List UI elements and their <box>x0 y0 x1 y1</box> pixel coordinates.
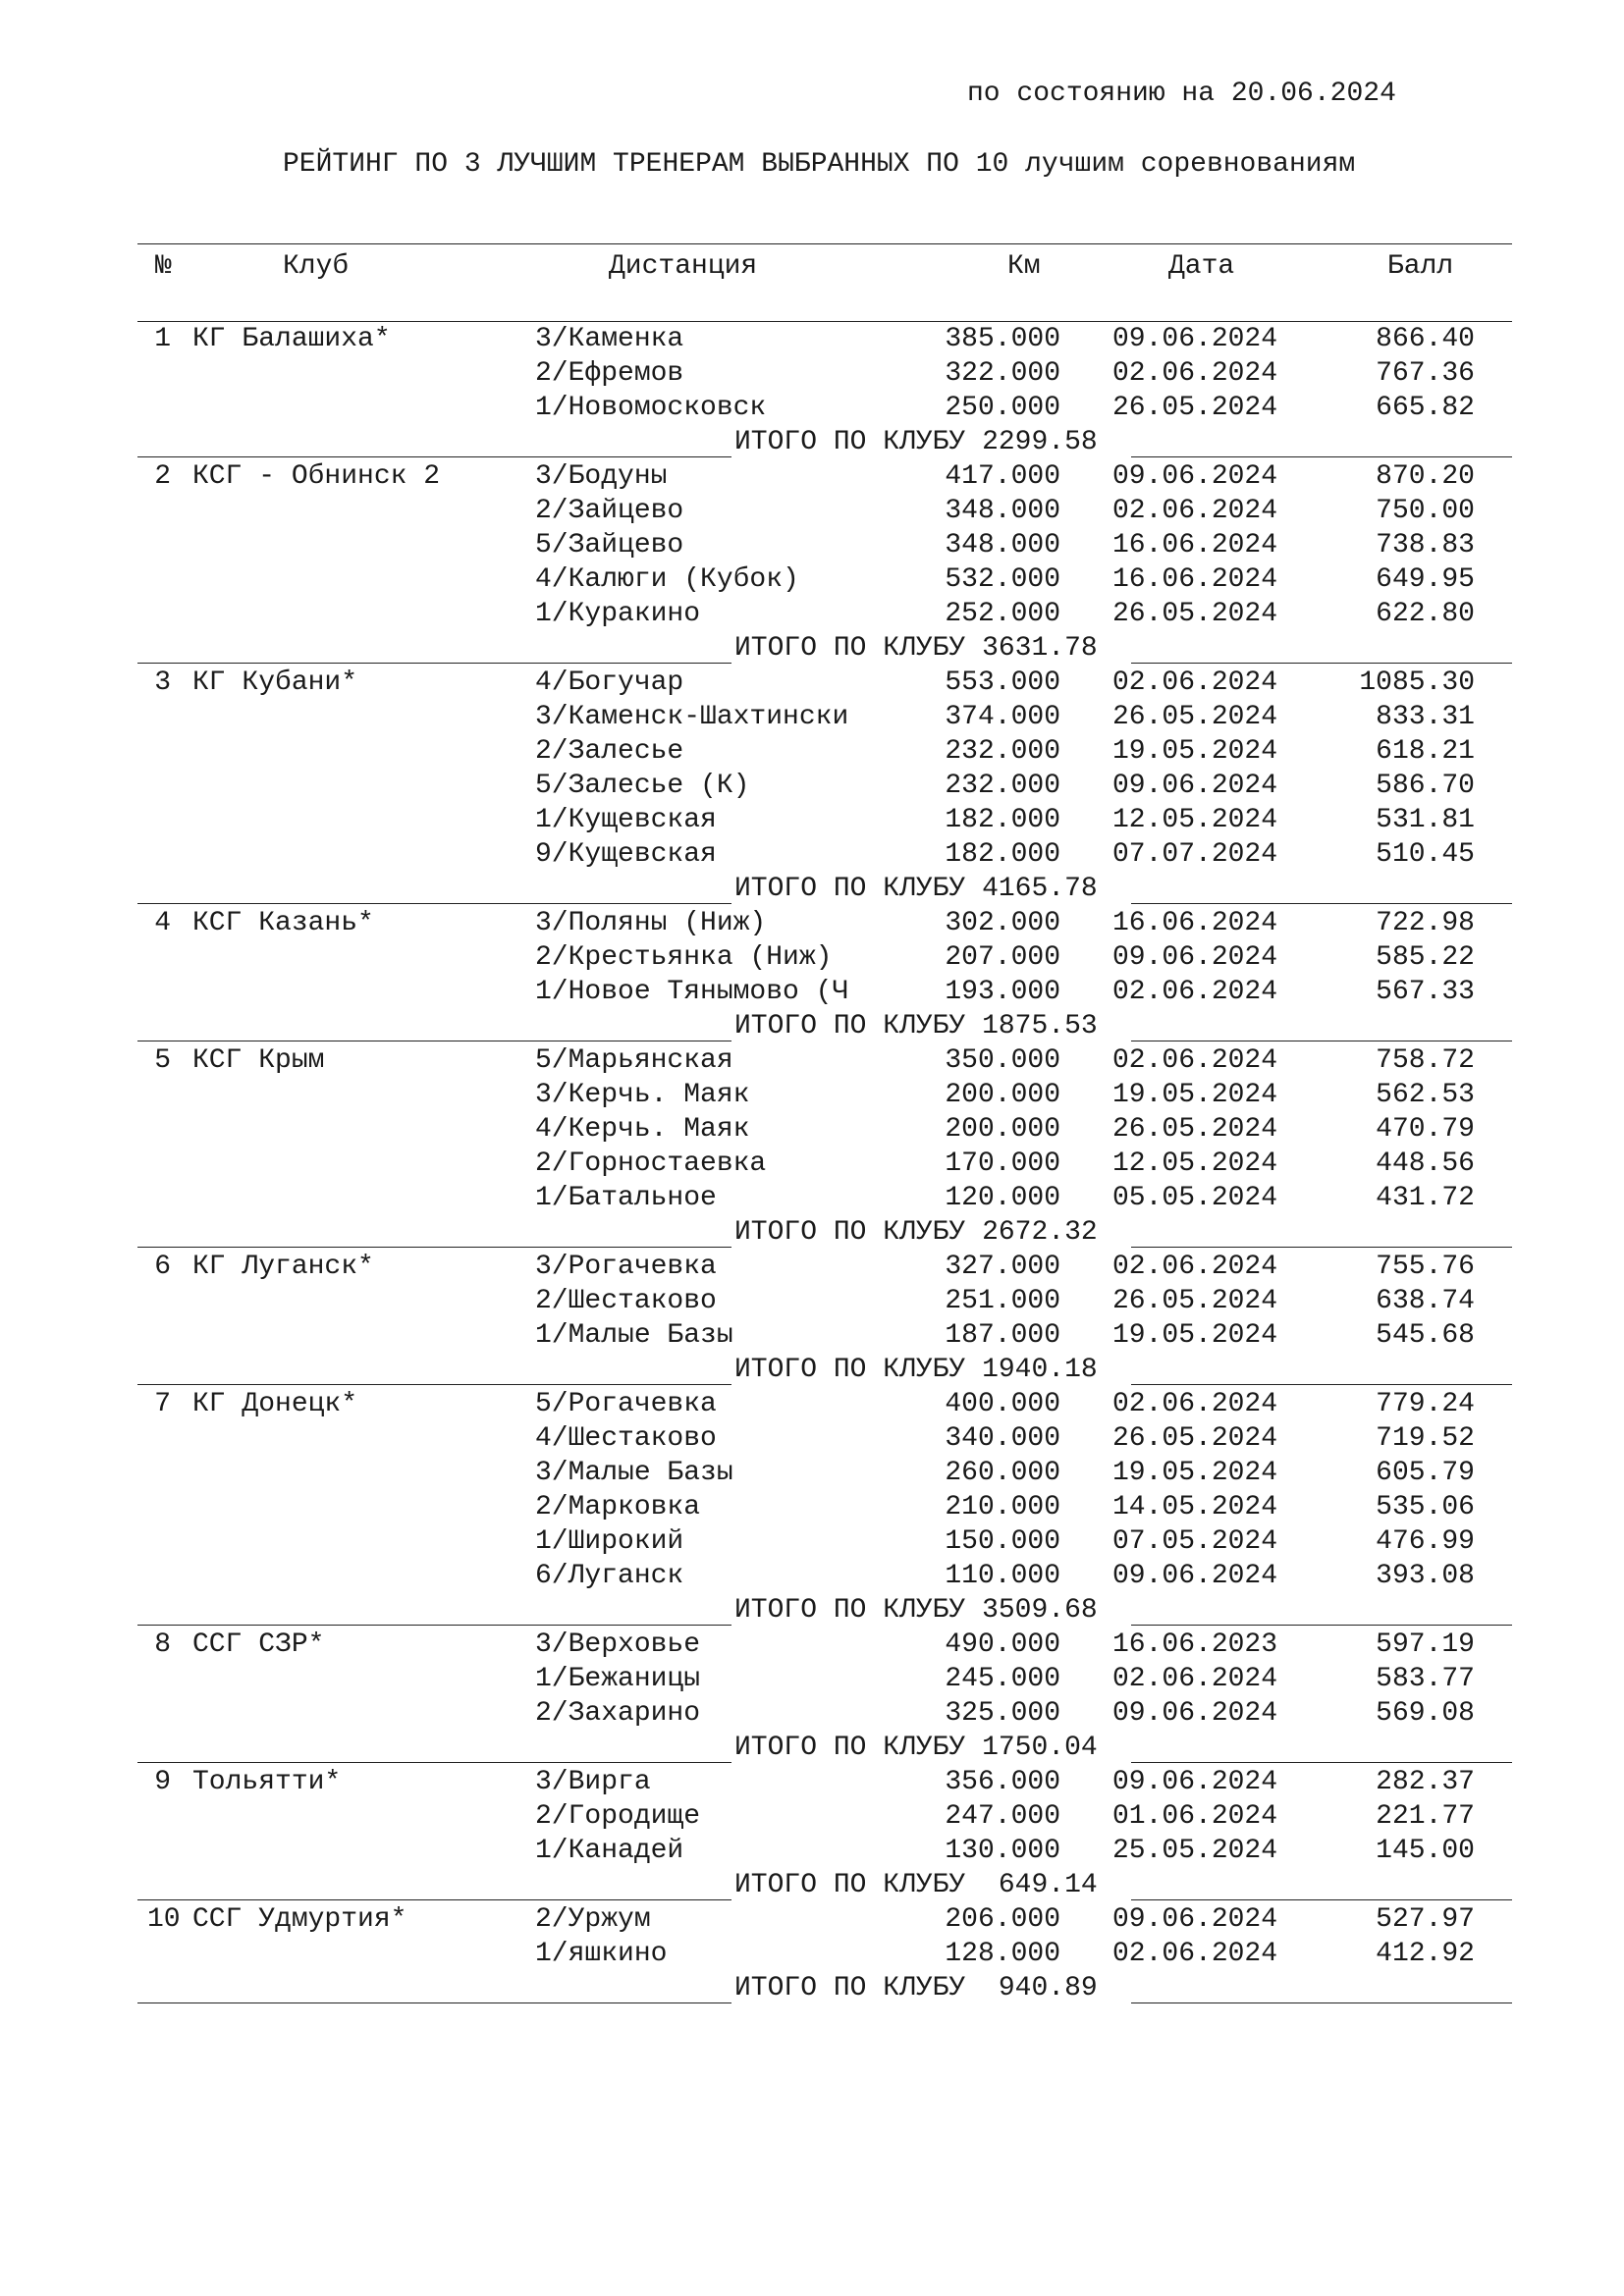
distance-cell: 2/Уржум <box>535 1904 651 1935</box>
club-total <box>734 1593 1098 1628</box>
club-total-row <box>137 1731 1512 1765</box>
distance-cell: 1/яшкино <box>535 1939 668 1969</box>
km-cell: 374.000 <box>945 702 1060 732</box>
km-cell: 252.000 <box>945 599 1060 629</box>
club-total-row <box>137 1009 1512 1043</box>
club-total-row <box>137 1353 1512 1387</box>
table-row <box>137 837 1512 872</box>
table-row <box>137 494 1512 528</box>
distance-cell: 3/Бодуны <box>535 461 668 492</box>
club-total-label: ИТОГО ПО КЛУБУ <box>734 633 966 664</box>
club-total-row <box>137 872 1512 906</box>
score-cell: 833.31 <box>1376 702 1475 732</box>
score-cell: 722.98 <box>1376 908 1475 938</box>
score-cell: 758.72 <box>1376 1045 1475 1076</box>
club-block <box>137 322 1512 459</box>
report-title: РЕЙТИНГ ПО 3 ЛУЧШИМ ТРЕНЕРАМ ВЫБРАННЫХ ПО 10 лучшим соревнованиям <box>283 149 1356 180</box>
table-row <box>137 666 1512 700</box>
club-total <box>734 872 1098 906</box>
date-cell: 16.06.2023 <box>1112 1629 1278 1660</box>
club-total-value: 4165.78 <box>982 874 1098 904</box>
score-cell: 622.80 <box>1376 599 1475 629</box>
club-total-value: 1750.04 <box>982 1733 1098 1763</box>
date-cell: 02.06.2024 <box>1112 977 1278 1007</box>
table-row <box>137 1765 1512 1799</box>
table-row <box>137 1490 1512 1524</box>
distance-cell: 5/Марьянская <box>535 1045 733 1076</box>
km-cell: 348.000 <box>945 530 1060 561</box>
club-name: КГ Луганск* <box>192 1252 374 1282</box>
club-total <box>734 1009 1098 1043</box>
date-cell: 14.05.2024 <box>1112 1492 1278 1522</box>
score-cell: 597.19 <box>1376 1629 1475 1660</box>
club-name: ССГ СЗР* <box>192 1629 325 1660</box>
date-cell: 19.05.2024 <box>1112 1080 1278 1110</box>
date-cell: 19.05.2024 <box>1112 1320 1278 1351</box>
club-name: КГ Балашиха* <box>192 324 391 354</box>
table-row <box>137 1834 1512 1868</box>
score-cell: 476.99 <box>1376 1526 1475 1557</box>
table-row <box>137 975 1512 1009</box>
club-total-value: 1875.53 <box>982 1011 1098 1041</box>
distance-cell: 5/Рогачевка <box>535 1389 717 1419</box>
date-cell: 19.05.2024 <box>1112 1458 1278 1488</box>
date-cell: 09.06.2024 <box>1112 1767 1278 1797</box>
score-cell: 527.97 <box>1376 1904 1475 1935</box>
table-row <box>137 1250 1512 1284</box>
club-total-row <box>137 1215 1512 1250</box>
distance-cell: 3/Верховье <box>535 1629 701 1660</box>
score-cell: 545.68 <box>1376 1320 1475 1351</box>
score-cell: 866.40 <box>1376 324 1475 354</box>
distance-cell: 1/Канадей <box>535 1836 684 1866</box>
km-cell: 417.000 <box>945 461 1060 492</box>
distance-cell: 1/Новомосковск <box>535 393 767 423</box>
score-cell: 221.77 <box>1376 1801 1475 1832</box>
total-rule-left <box>137 1247 731 1248</box>
club-total-row <box>137 1868 1512 1902</box>
total-rule-left <box>137 1762 731 1763</box>
total-rule-right <box>1131 456 1512 457</box>
distance-cell: 3/Каменка <box>535 324 684 354</box>
column-header-distance: Дистанция <box>609 251 758 282</box>
km-cell: 327.000 <box>945 1252 1060 1282</box>
date-cell: 26.05.2024 <box>1112 1286 1278 1316</box>
distance-cell: 2/Городище <box>535 1801 701 1832</box>
club-name: ССГ Удмуртия* <box>192 1904 407 1935</box>
distance-cell: 3/Каменск-Шахтински <box>535 702 849 732</box>
date-cell: 02.06.2024 <box>1112 1664 1278 1694</box>
date-cell: 09.06.2024 <box>1112 461 1278 492</box>
table-row <box>137 1284 1512 1318</box>
date-cell: 02.06.2024 <box>1112 496 1278 526</box>
distance-cell: 3/Поляны (Ниж) <box>535 908 767 938</box>
club-total-label: ИТОГО ПО КЛУБУ <box>734 1733 966 1763</box>
km-cell: 350.000 <box>945 1045 1060 1076</box>
club-name: Тольятти* <box>192 1767 342 1797</box>
score-cell: 583.77 <box>1376 1664 1475 1694</box>
date-cell: 16.06.2024 <box>1112 530 1278 561</box>
table-row <box>137 1181 1512 1215</box>
km-cell: 490.000 <box>945 1629 1060 1660</box>
club-block <box>137 1043 1512 1250</box>
club-number: 10 <box>147 1904 181 1935</box>
score-cell: 145.00 <box>1376 1836 1475 1866</box>
column-header-club: Клуб <box>283 251 350 282</box>
km-cell: 251.000 <box>945 1286 1060 1316</box>
club-total <box>734 1353 1098 1387</box>
score-cell: 649.95 <box>1376 564 1475 595</box>
column-header-date: Дата <box>1168 251 1235 282</box>
score-cell: 431.72 <box>1376 1183 1475 1213</box>
km-cell: 150.000 <box>945 1526 1060 1557</box>
distance-cell: 2/Ефремов <box>535 358 684 389</box>
table-row <box>137 1559 1512 1593</box>
total-rule-left <box>137 2002 731 2003</box>
distance-cell: 4/Богучар <box>535 667 684 698</box>
table-row <box>137 940 1512 975</box>
club-total <box>734 1971 1098 2005</box>
table-row <box>137 1078 1512 1112</box>
table-row <box>137 1902 1512 1937</box>
date-cell: 26.05.2024 <box>1112 1423 1278 1454</box>
km-cell: 200.000 <box>945 1080 1060 1110</box>
club-total-value: 3631.78 <box>982 633 1098 664</box>
distance-cell: 6/Луганск <box>535 1561 684 1591</box>
date-cell: 09.06.2024 <box>1112 1698 1278 1729</box>
club-total <box>734 1868 1098 1902</box>
score-cell: 870.20 <box>1376 461 1475 492</box>
score-cell: 448.56 <box>1376 1148 1475 1179</box>
total-rule-left <box>137 1625 731 1626</box>
km-cell: 250.000 <box>945 393 1060 423</box>
km-cell: 182.000 <box>945 839 1060 870</box>
distance-cell: 5/Залесье (К) <box>535 771 750 801</box>
club-total-label: ИТОГО ПО КЛУБУ <box>734 1595 966 1626</box>
table-row <box>137 1696 1512 1731</box>
km-cell: 356.000 <box>945 1767 1060 1797</box>
date-cell: 02.06.2024 <box>1112 667 1278 698</box>
club-number: 1 <box>154 324 171 354</box>
report-date: по состоянию на 20.06.2024 <box>967 79 1396 109</box>
total-rule-left <box>137 456 731 457</box>
date-cell: 01.06.2024 <box>1112 1801 1278 1832</box>
club-block <box>137 459 1512 666</box>
distance-cell: 4/Шестаково <box>535 1423 717 1454</box>
club-total <box>734 1215 1098 1250</box>
date-cell: 26.05.2024 <box>1112 393 1278 423</box>
club-total-row <box>137 1971 1512 2005</box>
club-total-label: ИТОГО ПО КЛУБУ <box>734 1011 966 1041</box>
total-rule-right <box>1131 1247 1512 1248</box>
club-number: 2 <box>154 461 171 492</box>
club-total-label: ИТОГО ПО КЛУБУ <box>734 874 966 904</box>
club-total-value: 3509.68 <box>982 1595 1098 1626</box>
total-rule-right <box>1131 1762 1512 1763</box>
distance-cell: 9/Кущевская <box>535 839 717 870</box>
distance-cell: 5/Зайцево <box>535 530 684 561</box>
date-cell: 09.06.2024 <box>1112 1904 1278 1935</box>
club-name: КГ Донецк* <box>192 1389 358 1419</box>
km-cell: 187.000 <box>945 1320 1060 1351</box>
total-rule-right <box>1131 903 1512 904</box>
club-block <box>137 1628 1512 1765</box>
km-cell: 170.000 <box>945 1148 1060 1179</box>
club-total <box>734 1731 1098 1765</box>
club-name: КГ Кубани* <box>192 667 358 698</box>
score-cell: 1085.30 <box>1359 667 1475 698</box>
km-cell: 232.000 <box>945 771 1060 801</box>
km-cell: 193.000 <box>945 977 1060 1007</box>
club-total-row <box>137 425 1512 459</box>
date-cell: 12.05.2024 <box>1112 1148 1278 1179</box>
distance-cell: 1/Батальное <box>535 1183 717 1213</box>
table-row <box>137 1147 1512 1181</box>
score-cell: 586.70 <box>1376 771 1475 801</box>
distance-cell: 1/Широкий <box>535 1526 684 1557</box>
club-block <box>137 666 1512 906</box>
km-cell: 532.000 <box>945 564 1060 595</box>
km-cell: 302.000 <box>945 908 1060 938</box>
table-row <box>137 700 1512 734</box>
distance-cell: 2/Крестьянка (Ниж) <box>535 942 833 973</box>
km-cell: 110.000 <box>945 1561 1060 1591</box>
club-total-value: 1940.18 <box>982 1355 1098 1385</box>
date-cell: 02.06.2024 <box>1112 1252 1278 1282</box>
km-cell: 130.000 <box>945 1836 1060 1866</box>
rating-table <box>137 243 1512 2005</box>
score-cell: 412.92 <box>1376 1939 1475 1969</box>
club-total-value: 2299.58 <box>982 427 1098 457</box>
score-cell: 585.22 <box>1376 942 1475 973</box>
date-cell: 07.05.2024 <box>1112 1526 1278 1557</box>
score-cell: 719.52 <box>1376 1423 1475 1454</box>
km-cell: 348.000 <box>945 496 1060 526</box>
date-cell: 26.05.2024 <box>1112 599 1278 629</box>
distance-cell: 1/Новое Тянымово (Ч <box>535 977 849 1007</box>
club-number: 8 <box>154 1629 171 1660</box>
score-cell: 569.08 <box>1376 1698 1475 1729</box>
club-block <box>137 1250 1512 1387</box>
club-total-row <box>137 631 1512 666</box>
club-total-label: ИТОГО ПО КЛУБУ <box>734 1973 966 2003</box>
table-row <box>137 597 1512 631</box>
score-cell: 618.21 <box>1376 736 1475 767</box>
distance-cell: 3/Керчь. Маяк <box>535 1080 750 1110</box>
date-cell: 09.06.2024 <box>1112 942 1278 973</box>
table-row <box>137 562 1512 597</box>
score-cell: 282.37 <box>1376 1767 1475 1797</box>
date-cell: 26.05.2024 <box>1112 1114 1278 1145</box>
table-row <box>137 1112 1512 1147</box>
distance-cell: 2/Зайцево <box>535 496 684 526</box>
distance-cell: 2/Шестаково <box>535 1286 717 1316</box>
km-cell: 325.000 <box>945 1698 1060 1729</box>
distance-cell: 1/Малые Базы <box>535 1320 733 1351</box>
table-row <box>137 1318 1512 1353</box>
total-rule-left <box>137 1899 731 1900</box>
club-total-value: 2672.32 <box>982 1217 1098 1248</box>
club-total-row <box>137 1593 1512 1628</box>
column-header-score: Балл <box>1387 251 1454 282</box>
club-total-label: ИТОГО ПО КЛУБУ <box>734 1355 966 1385</box>
club-blocks <box>137 322 1512 2005</box>
table-row <box>137 528 1512 562</box>
score-cell: 562.53 <box>1376 1080 1475 1110</box>
date-cell: 09.06.2024 <box>1112 771 1278 801</box>
km-cell: 245.000 <box>945 1664 1060 1694</box>
score-cell: 470.79 <box>1376 1114 1475 1145</box>
table-row <box>137 1628 1512 1662</box>
total-rule-left <box>137 903 731 904</box>
table-row <box>137 1456 1512 1490</box>
km-cell: 340.000 <box>945 1423 1060 1454</box>
km-cell: 247.000 <box>945 1801 1060 1832</box>
date-cell: 19.05.2024 <box>1112 736 1278 767</box>
club-block <box>137 906 1512 1043</box>
score-cell: 779.24 <box>1376 1389 1475 1419</box>
km-cell: 400.000 <box>945 1389 1060 1419</box>
club-block <box>137 1902 1512 2005</box>
total-rule-right <box>1131 1625 1512 1626</box>
date-cell: 02.06.2024 <box>1112 358 1278 389</box>
date-cell: 16.06.2024 <box>1112 564 1278 595</box>
total-rule-left <box>137 663 731 664</box>
score-cell: 755.76 <box>1376 1252 1475 1282</box>
date-cell: 16.06.2024 <box>1112 908 1278 938</box>
club-number: 5 <box>154 1045 171 1076</box>
score-cell: 605.79 <box>1376 1458 1475 1488</box>
km-cell: 260.000 <box>945 1458 1060 1488</box>
date-cell: 02.06.2024 <box>1112 1389 1278 1419</box>
distance-cell: 1/Бежаницы <box>535 1664 701 1694</box>
date-cell: 09.06.2024 <box>1112 1561 1278 1591</box>
club-total-value: 940.89 <box>982 1973 1098 2003</box>
table-row <box>137 1524 1512 1559</box>
distance-cell: 3/Рогачевка <box>535 1252 717 1282</box>
date-cell: 12.05.2024 <box>1112 805 1278 835</box>
table-row <box>137 1387 1512 1421</box>
total-rule-right <box>1131 2002 1512 2003</box>
table-row <box>137 769 1512 803</box>
column-header-km: Км <box>1007 251 1041 282</box>
score-cell: 531.81 <box>1376 805 1475 835</box>
km-cell: 120.000 <box>945 1183 1060 1213</box>
club-number: 7 <box>154 1389 171 1419</box>
score-cell: 665.82 <box>1376 393 1475 423</box>
km-cell: 200.000 <box>945 1114 1060 1145</box>
km-cell: 207.000 <box>945 942 1060 973</box>
table-row <box>137 734 1512 769</box>
km-cell: 322.000 <box>945 358 1060 389</box>
total-rule-right <box>1131 1899 1512 1900</box>
club-number: 6 <box>154 1252 171 1282</box>
distance-cell: 2/Марковка <box>535 1492 701 1522</box>
total-rule-right <box>1131 1384 1512 1385</box>
distance-cell: 1/Куракино <box>535 599 701 629</box>
distance-cell: 3/Вирга <box>535 1767 651 1797</box>
score-cell: 567.33 <box>1376 977 1475 1007</box>
score-cell: 510.45 <box>1376 839 1475 870</box>
club-number: 9 <box>154 1767 171 1797</box>
date-cell: 07.07.2024 <box>1112 839 1278 870</box>
score-cell: 750.00 <box>1376 496 1475 526</box>
table-row <box>137 459 1512 494</box>
date-cell: 09.06.2024 <box>1112 324 1278 354</box>
km-cell: 553.000 <box>945 667 1060 698</box>
header-top-rule <box>137 243 1512 244</box>
column-header-no: № <box>155 251 172 282</box>
score-cell: 638.74 <box>1376 1286 1475 1316</box>
distance-cell: 4/Калюги (Кубок) <box>535 564 799 595</box>
distance-cell: 1/Кущевская <box>535 805 717 835</box>
date-cell: 25.05.2024 <box>1112 1836 1278 1866</box>
score-cell: 767.36 <box>1376 358 1475 389</box>
distance-cell: 2/Захарино <box>535 1698 701 1729</box>
club-total-label: ИТОГО ПО КЛУБУ <box>734 427 966 457</box>
score-cell: 393.08 <box>1376 1561 1475 1591</box>
club-total <box>734 631 1098 666</box>
table-header <box>137 243 1512 296</box>
club-name: КСГ Казань* <box>192 908 374 938</box>
total-rule-left <box>137 1384 731 1385</box>
club-total-label: ИТОГО ПО КЛУБУ <box>734 1870 966 1900</box>
distance-cell: 2/Горностаевка <box>535 1148 767 1179</box>
club-total <box>734 425 1098 459</box>
date-cell: 26.05.2024 <box>1112 702 1278 732</box>
km-cell: 182.000 <box>945 805 1060 835</box>
table-row <box>137 1421 1512 1456</box>
km-cell: 128.000 <box>945 1939 1060 1969</box>
club-block <box>137 1387 1512 1628</box>
distance-cell: 3/Малые Базы <box>535 1458 733 1488</box>
table-row <box>137 906 1512 940</box>
club-block <box>137 1765 1512 1902</box>
club-number: 4 <box>154 908 171 938</box>
score-cell: 738.83 <box>1376 530 1475 561</box>
table-row <box>137 1799 1512 1834</box>
total-rule-right <box>1131 663 1512 664</box>
km-cell: 206.000 <box>945 1904 1060 1935</box>
table-row <box>137 803 1512 837</box>
km-cell: 232.000 <box>945 736 1060 767</box>
date-cell: 02.06.2024 <box>1112 1045 1278 1076</box>
date-cell: 02.06.2024 <box>1112 1939 1278 1969</box>
club-name: КСГ Крым <box>192 1045 325 1076</box>
table-row <box>137 1937 1512 1971</box>
club-total-value: 649.14 <box>982 1870 1098 1900</box>
club-total-label: ИТОГО ПО КЛУБУ <box>734 1217 966 1248</box>
score-cell: 535.06 <box>1376 1492 1475 1522</box>
km-cell: 385.000 <box>945 324 1060 354</box>
table-row <box>137 391 1512 425</box>
date-cell: 05.05.2024 <box>1112 1183 1278 1213</box>
table-row <box>137 356 1512 391</box>
club-name: КСГ - Обнинск 2 <box>192 461 441 492</box>
club-number: 3 <box>154 667 171 698</box>
table-row <box>137 1662 1512 1696</box>
km-cell: 210.000 <box>945 1492 1060 1522</box>
table-row <box>137 322 1512 356</box>
distance-cell: 4/Керчь. Маяк <box>535 1114 750 1145</box>
table-row <box>137 1043 1512 1078</box>
distance-cell: 2/Залесье <box>535 736 684 767</box>
